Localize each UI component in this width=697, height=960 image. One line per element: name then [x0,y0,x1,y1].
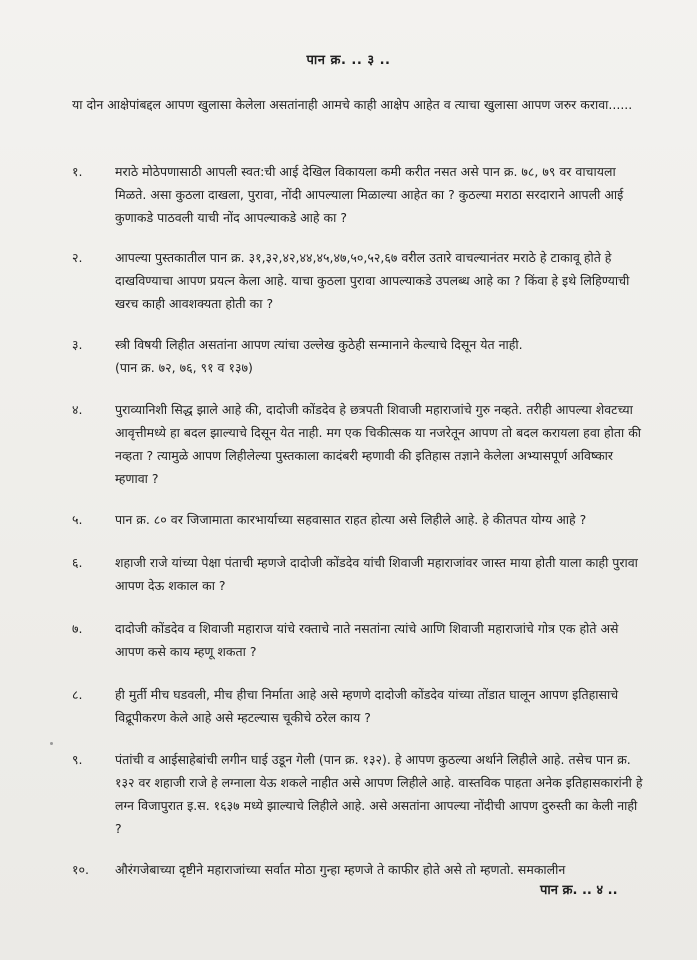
list-item-4 [72,398,644,490]
item-number: २. [72,250,83,265]
list-item-9 [72,748,644,840]
item-number: ६. [72,555,83,570]
item-number: ५. [72,512,83,527]
item-number: १. [72,164,83,179]
item-text: शहाजी राजे यांच्या पेक्षा पंताची म्हणजे दादोजी कोंडदेव यांची शिवाजी महाराजांवर जास्त माया होती याला काही पुरावा आपण देऊ शकाल का ? [115,555,638,593]
list-item-5 [72,508,644,531]
item-text: मराठे मोठेपणासाठी आपली स्वत:ची आई देखिल विकायला कमी करीत नसत असे पान क्र. ७८, ७९ वर वाचायला मिळते. असा कुठला दाखला, पुरावा, नोंदी आपल्याला मिळाल्या आहेत का ? कुठल्या मराठा सरदाराने आपली आई कुणाकडे पाठवली याची नोंद आपल्याकडे आहे का ? [115,164,624,225]
item-text: आपल्या पुस्तकातील पान क्र. ३१,३२,४२,४४,४५,४७,५०,५२,६७ वरील उतारे वाचल्यानंतर मराठे हे टाकावू होते हे दाखविण्याचा आपण प्रयत्न केला आहे. याचा कुठला पुरावा आपल्याकडे उपलब्ध आहे का ? किंवा हे इथे लिहिण्याची खरच काही आवशक्यता होती का ? [115,250,630,311]
item-text: दादोजी कोंडदेव व शिवाजी महाराज यांचे रक्ताचे नाते नसतांना त्यांचे आणि शिवाजी महाराजांचे गोत्र एक होते असे आपण कसे काय म्हणू शकता ? [115,621,619,659]
list-item-7 [72,617,644,663]
item-number: ७. [72,621,83,636]
item-text: ही मुर्ती मीच घडवली, मीच हीचा निर्माता आहे असे म्हणणे दादोजी कोंडदेव यांच्या तोंडात घालून आपण इतिहासाचे विद्रूपीकरण केले आहे असे म्हटल्यास चूकीचे ठरेल काय ? [115,687,619,725]
scan-dot [50,742,53,745]
item-number: ८. [72,687,83,702]
list-item-1 [72,160,644,229]
item-text: औरंगजेबाच्या दृष्टीने महाराजांच्या सर्वात मोठा गुन्हा म्हणजे ते काफीर होते असे तो म्हणतो. समकालीन [115,862,566,877]
intro-paragraph: या दोन आक्षेपांबद्दल आपण खुलासा केलेला असतांनाही आमचे काही आक्षेप आहेत व त्याचा खुलासा आपण जरुर करावा...... [72,97,633,112]
item-number: ४. [72,402,83,417]
item-text: पुराव्यानिशी सिद्ध झाले आहे की, दादोजी कोंडदेव हे छत्रपती शिवाजी महाराजांचे गुरु नव्हते. तरीही आपल्या शेवटच्या आवृत्तीमध्ये हा बदल झाल्याचे दिसून येत नाही. मग एक चिकीत्सक या नजरेतून आपण तो बदल करायला हवा होता की नव्हता ? त्यामुळे आपण लिहीलेल्या पुस्तकाला कादंबरी म्हणावी की इतिहास तज्ञाने केलेला अभ्यासपूर्ण अविष्कार म्हणावा ? [115,402,642,486]
item-number: ३. [72,337,83,352]
list-item-10 [72,858,644,881]
list-item-8 [72,683,644,729]
item-text-pages: (पान क्र. ७२, ७६, ९१ व १३७) [115,360,253,375]
item-number: ९. [72,752,83,767]
item-number: १०. [72,862,89,877]
list-item-6 [72,551,644,597]
list-item-3 [72,333,644,379]
item-text: पान क्र. ८० वर जिजामाता कारभार्याच्या सहवासात राहत होत्या असे लिहीले आहे. हे कीतपत योग्य आहे ? [115,512,587,527]
list-item-2 [72,246,644,315]
item-text: स्त्री विषयी लिहीत असतांना आपण त्यांचा उल्लेख कुठेही सन्मानाने केल्याचे दिसून येत नाही. [115,337,523,352]
item-text: पंतांची व आईसाहेबांची लगीन घाई उडून गेली (पान क्र. १३२). हे आपण कुठल्या अर्थाने लिहीले आहे. तसेच पान क्र. १३२ वर शहाजी राजे हे लग्नाला येऊ शकले नाहीत असे आपण लिहीले आहे. वास्तविक पाहता अनेक इतिहासकारांनी हे लग्न विजापुरात इ.स. १६३७ मध्ये झाल्याचे लिहीले आहे. असे असतांना आपल्या नोंदीची आपण दुरुस्ती का केली नाही ? [115,752,643,836]
next-page-footer: पान क्र. .. ४ .. [540,883,618,898]
page-number-header: पान क्र. .. ३ .. [306,53,391,68]
